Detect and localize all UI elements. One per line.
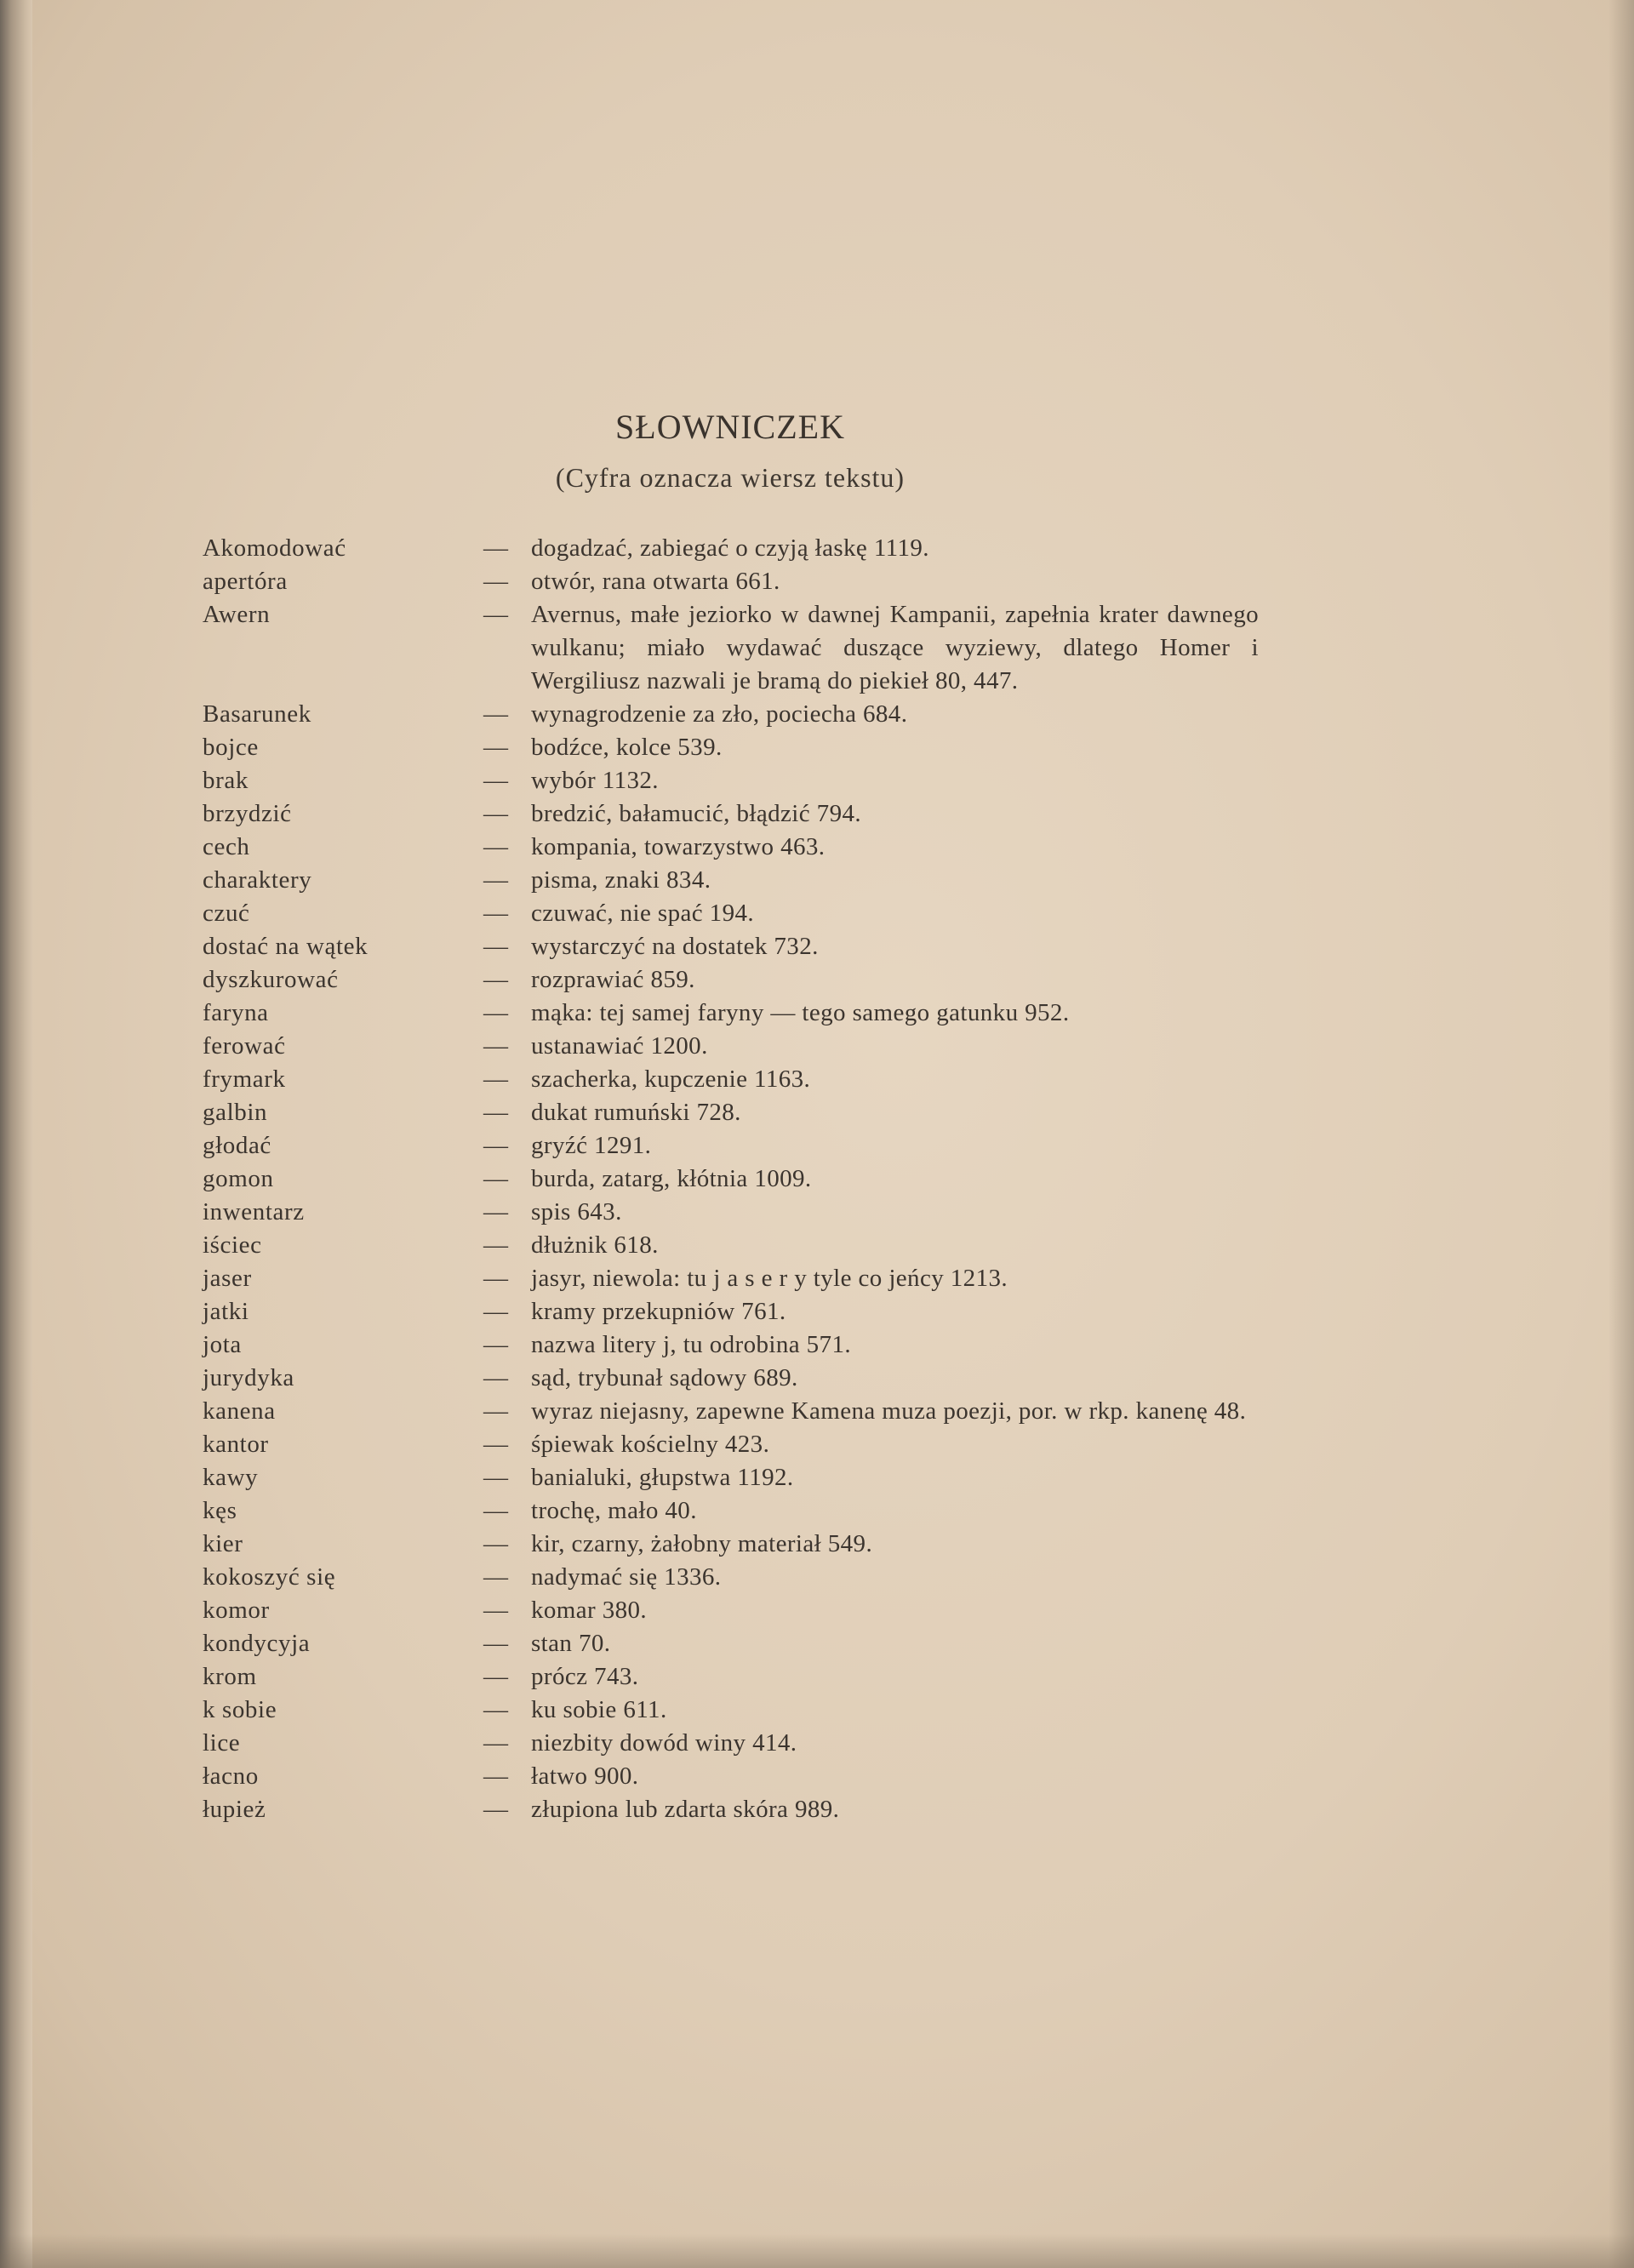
glossary-term: kęs (203, 1497, 237, 1524)
glossary-definition: niezbity dowód winy 414. (531, 1729, 797, 1757)
glossary-dash: — (483, 1796, 508, 1823)
glossary-dash: — (483, 966, 508, 993)
glossary-dash: — (483, 601, 508, 628)
glossary-term: dyszkurować (203, 966, 339, 993)
glossary-dash: — (483, 1597, 508, 1624)
glossary-entry (0, 930, 1634, 963)
glossary-term: cech (203, 833, 250, 860)
glossary-definition: ustanawiać 1200. (531, 1032, 708, 1060)
glossary-term: ferować (203, 1032, 286, 1060)
glossary-entry (0, 1395, 1634, 1428)
glossary-entry (0, 565, 1634, 598)
glossary-definition: sąd, trybunał sądowy 689. (531, 1364, 798, 1391)
glossary-dash: — (483, 999, 508, 1026)
glossary-dash: — (483, 734, 508, 761)
glossary-definition: dogadzać, zabiegać o czyją łaskę 1119. (531, 534, 929, 562)
glossary-term: łupież (203, 1796, 266, 1823)
glossary-term: galbin (203, 1099, 268, 1126)
glossary-dash: — (483, 800, 508, 827)
glossary-entry (0, 1328, 1634, 1362)
glossary-definition: bredzić, bałamucić, błądzić 794. (531, 800, 862, 827)
glossary-entry (0, 1196, 1634, 1229)
glossary-term: jota (203, 1331, 242, 1358)
glossary-entry (0, 1793, 1634, 1826)
glossary-entry (0, 864, 1634, 897)
glossary-dash: — (483, 1563, 508, 1591)
glossary-definition: gryźć 1291. (531, 1132, 652, 1159)
glossary-dash: — (483, 1663, 508, 1690)
glossary-dash: — (483, 866, 508, 894)
glossary-dash: — (483, 900, 508, 927)
glossary-definition: wyraz niejasny, zapewne Kamena muza poezji, por. w rkp. kanenę 48. (531, 1397, 1247, 1425)
glossary-entry (0, 1561, 1634, 1594)
glossary-term: czuć (203, 900, 250, 927)
glossary-definition: stan 70. (531, 1630, 611, 1657)
glossary-entry (0, 797, 1634, 831)
glossary-term: k sobie (203, 1696, 277, 1723)
glossary-definition: Avernus, małe jeziorko w dawnej Kampanii, zapełnia krater dawnego wulkanu; miało wydawać duszące wyziewy, dlatego Homer i Wergiliusz nazwali je bramą do piekieł 80, 447. (531, 601, 1259, 694)
glossary-entry (0, 1096, 1634, 1129)
glossary-entry (0, 1063, 1634, 1096)
glossary-definition: kramy przekupniów 761. (531, 1298, 786, 1325)
glossary-list (0, 532, 1634, 1826)
glossary-dash: — (483, 1762, 508, 1790)
glossary-entry (0, 997, 1634, 1030)
glossary-term: krom (203, 1663, 257, 1690)
glossary-entry (0, 1727, 1634, 1760)
glossary-definition: łatwo 900. (531, 1762, 639, 1790)
glossary-dash: — (483, 700, 508, 728)
glossary-term: brak (203, 767, 249, 794)
glossary-entry (0, 1428, 1634, 1461)
glossary-dash: — (483, 1331, 508, 1358)
glossary-dash: — (483, 767, 508, 794)
glossary-entry (0, 1163, 1634, 1196)
glossary-entry (0, 1528, 1634, 1561)
glossary-definition: burda, zatarg, kłótnia 1009. (531, 1165, 812, 1192)
glossary-dash: — (483, 833, 508, 860)
glossary-entry (0, 1494, 1634, 1528)
glossary-dash: — (483, 1198, 508, 1225)
glossary-entry (0, 731, 1634, 764)
glossary-term: gomon (203, 1165, 274, 1192)
glossary-entry (0, 897, 1634, 930)
glossary-dash: — (483, 1431, 508, 1458)
glossary-term: Akomodować (203, 534, 346, 562)
glossary-definition: rozprawiać 859. (531, 966, 695, 993)
glossary-term: Basarunek (203, 700, 311, 728)
glossary-entry (0, 1129, 1634, 1163)
glossary-dash: — (483, 1464, 508, 1491)
glossary-definition: kompania, towarzystwo 463. (531, 833, 826, 860)
glossary-definition: prócz 743. (531, 1663, 639, 1690)
glossary-dash: — (483, 1497, 508, 1524)
glossary-dash: — (483, 1165, 508, 1192)
glossary-dash: — (483, 1099, 508, 1126)
glossary-dash: — (483, 1032, 508, 1060)
glossary-term: kawy (203, 1464, 259, 1491)
glossary-definition: nazwa litery j, tu odrobina 571. (531, 1331, 852, 1358)
glossary-term: łacno (203, 1762, 259, 1790)
glossary-dash: — (483, 1298, 508, 1325)
glossary-dash: — (483, 1065, 508, 1093)
glossary-entry (0, 1760, 1634, 1793)
glossary-definition: nadymać się 1336. (531, 1563, 722, 1591)
glossary-entry (0, 831, 1634, 864)
glossary-definition: wybór 1132. (531, 767, 659, 794)
glossary-definition: mąka: tej samej faryny — tego samego gatunku 952. (531, 999, 1070, 1026)
glossary-term: brzydzić (203, 800, 292, 827)
glossary-dash: — (483, 1729, 508, 1757)
glossary-definition: spis 643. (531, 1198, 622, 1225)
glossary-definition: ku sobie 611. (531, 1696, 667, 1723)
glossary-entry (0, 1362, 1634, 1395)
page-subtitle: (Cyfra oznacza wiersz tekstu) (555, 462, 906, 493)
glossary-definition: jasyr, niewola: tu j a s e r y tyle co jeńcy 1213. (531, 1265, 1008, 1292)
page-bottom-edge (0, 2234, 1634, 2268)
glossary-term: jatki (203, 1298, 249, 1325)
glossary-dash: — (483, 1397, 508, 1425)
glossary-definition: śpiewak kościelny 423. (531, 1431, 770, 1458)
glossary-entry (0, 1229, 1634, 1262)
glossary-term: bojce (203, 734, 259, 761)
glossary-entry (0, 1461, 1634, 1494)
glossary-entry (0, 1295, 1634, 1328)
glossary-entry (0, 1030, 1634, 1063)
glossary-term: kantor (203, 1431, 269, 1458)
glossary-dash: — (483, 534, 508, 562)
glossary-definition: kir, czarny, żałobny materiał 549. (531, 1530, 873, 1557)
glossary-term: dostać na wątek (203, 933, 369, 960)
glossary-entry (0, 1694, 1634, 1727)
glossary-entry (0, 1660, 1634, 1694)
glossary-dash: — (483, 933, 508, 960)
glossary-dash: — (483, 1231, 508, 1259)
glossary-dash: — (483, 1132, 508, 1159)
glossary-entry (0, 764, 1634, 797)
glossary-entry (0, 963, 1634, 997)
glossary-term: Awern (203, 601, 271, 628)
glossary-definition: trochę, mało 40. (531, 1497, 697, 1524)
glossary-term: inwentarz (203, 1198, 305, 1225)
glossary-definition: dłużnik 618. (531, 1231, 659, 1259)
glossary-dash: — (483, 1630, 508, 1657)
glossary-definition: czuwać, nie spać 194. (531, 900, 755, 927)
glossary-entry (0, 1627, 1634, 1660)
glossary-term: kokoszyć się (203, 1563, 336, 1591)
glossary-term: iściec (203, 1231, 262, 1259)
glossary-dash: — (483, 568, 508, 595)
glossary-definition: dukat rumuński 728. (531, 1099, 741, 1126)
glossary-definition: wystarczyć na dostatek 732. (531, 933, 819, 960)
glossary-entry (0, 598, 1634, 698)
glossary-dash: — (483, 1530, 508, 1557)
glossary-term: kanena (203, 1397, 276, 1425)
glossary-definition: banialuki, głupstwa 1192. (531, 1464, 794, 1491)
glossary-term: głodać (203, 1132, 271, 1159)
glossary-term: faryna (203, 999, 269, 1026)
glossary-term: frymark (203, 1065, 286, 1093)
glossary-definition: bodźce, kolce 539. (531, 734, 723, 761)
glossary-definition: komar 380. (531, 1597, 648, 1624)
glossary-definition: pisma, znaki 834. (531, 866, 711, 894)
glossary-term: jaser (203, 1265, 252, 1292)
glossary-term: kondycyja (203, 1630, 311, 1657)
glossary-term: jurydyka (203, 1364, 294, 1391)
page-title: SŁOWNICZEK (615, 408, 845, 446)
glossary-term: charaktery (203, 866, 312, 894)
glossary-term: apertóra (203, 568, 288, 595)
glossary-entry (0, 1262, 1634, 1295)
glossary-dash: — (483, 1265, 508, 1292)
glossary-definition: otwór, rana otwarta 661. (531, 568, 780, 595)
glossary-term: lice (203, 1729, 241, 1757)
glossary-entry (0, 532, 1634, 565)
glossary-term: kier (203, 1530, 243, 1557)
glossary-definition: szacherka, kupczenie 1163. (531, 1065, 811, 1093)
glossary-dash: — (483, 1696, 508, 1723)
glossary-definition: złupiona lub zdarta skóra 989. (531, 1796, 840, 1823)
glossary-entry (0, 1594, 1634, 1627)
glossary-definition: wynagrodzenie za zło, pociecha 684. (531, 700, 908, 728)
glossary-term: komor (203, 1597, 270, 1624)
glossary-dash: — (483, 1364, 508, 1391)
glossary-entry (0, 698, 1634, 731)
